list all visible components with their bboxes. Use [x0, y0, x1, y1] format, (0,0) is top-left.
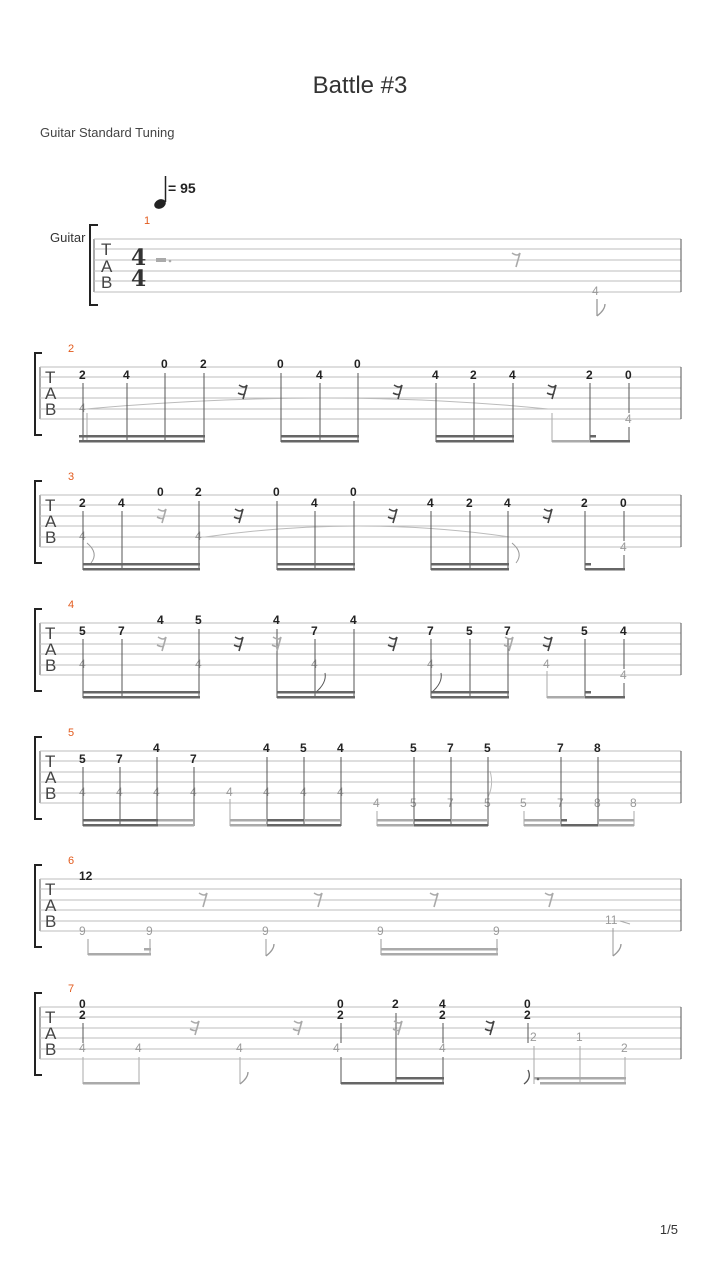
fret-number: 4: [427, 657, 434, 671]
note-flag: [240, 1072, 248, 1084]
fret-number: 9: [493, 924, 500, 938]
fret-number: 4: [333, 1041, 340, 1055]
note-flag: [315, 673, 325, 693]
tab-letter-t: T: [45, 880, 56, 899]
fret-number: 5: [195, 613, 202, 627]
fret-number: 4: [311, 496, 318, 510]
instrument-label: Guitar: [50, 230, 86, 245]
staff: [0, 599, 720, 709]
tab-letter-b: B: [45, 400, 57, 419]
fret-number: 4: [316, 368, 323, 382]
sixteenth-rest-icon: [547, 385, 556, 399]
tab-letter-a: A: [45, 1024, 57, 1043]
fret-number: 12: [79, 869, 93, 883]
fret-number: 5: [410, 741, 417, 755]
fret-number: 7: [116, 752, 123, 766]
fret-number: 0: [273, 485, 280, 499]
fret-number: 5: [79, 624, 86, 638]
fret-number: 4: [373, 796, 380, 810]
fret-number: 4: [153, 785, 160, 799]
tab-system-6: [0, 855, 720, 965]
tab-letter-t: T: [45, 1008, 56, 1027]
time-signature-denominator: 4: [131, 266, 147, 292]
tempo-marking: = 95: [168, 180, 196, 196]
tab-letter-b: B: [45, 1040, 57, 1059]
fret-number: 9: [79, 924, 86, 938]
tab-letter-a: A: [45, 768, 57, 787]
tab-letter-t: T: [45, 752, 56, 771]
measure-number: 5: [68, 727, 75, 739]
fret-number: 5: [520, 796, 527, 810]
fret-number: 2: [392, 997, 399, 1011]
fret-number: 4: [350, 613, 357, 627]
tab-system-5: [0, 727, 720, 837]
fret-number: 5: [79, 752, 86, 766]
fret-number: 2: [470, 368, 477, 382]
fret-number: 4: [263, 785, 270, 799]
beam-group: [79, 435, 630, 443]
fret-number: 2: [586, 368, 593, 382]
fret-number: 4: [311, 657, 318, 671]
tab-letter-b: B: [45, 912, 57, 931]
fret-number: 2: [200, 357, 207, 371]
fret-number: 2: [530, 1030, 537, 1044]
staff: [0, 343, 720, 453]
fret-number: 0: [620, 496, 627, 510]
fret-number: 5: [410, 796, 417, 810]
staff: [0, 471, 720, 581]
system-brace: [35, 353, 42, 435]
fret-number: 4: [427, 496, 434, 510]
staff: [0, 215, 720, 315]
tab-system-2: [0, 343, 720, 453]
fret-number: 5: [484, 741, 491, 755]
tab-letter-a: A: [45, 384, 57, 403]
fret-number: 11: [605, 913, 618, 927]
fret-number: 4: [337, 741, 344, 755]
system-brace: [35, 993, 42, 1075]
fret-number: 8: [594, 741, 601, 755]
fret-number: 5: [466, 624, 473, 638]
fret-number: 0: [79, 997, 86, 1011]
tab-letter-b: B: [45, 528, 57, 547]
fret-number: 4: [625, 412, 632, 426]
staff: [0, 727, 720, 837]
tab-letter-a: A: [101, 257, 113, 276]
fret-number: 4: [79, 401, 86, 415]
half-rest-icon: [156, 258, 166, 262]
fret-number: 5: [300, 741, 307, 755]
tuning-label: Guitar Standard Tuning: [40, 125, 175, 140]
tab-system-1: [0, 215, 720, 315]
tab-system-7: [0, 983, 720, 1093]
tab-system-4: [0, 599, 720, 709]
fret-number: 4: [79, 657, 86, 671]
fret-number: 2: [337, 1008, 344, 1022]
fret-number: 7: [557, 741, 564, 755]
fret-number: 4: [157, 613, 164, 627]
tab-letter-t: T: [45, 368, 56, 387]
fret-number: 4: [263, 741, 270, 755]
fret-number: 4: [236, 1041, 243, 1055]
system-brace: [35, 737, 42, 819]
fret-number: 7: [311, 624, 318, 638]
fret-number: 0: [157, 485, 164, 499]
tab-letter-a: A: [45, 640, 57, 659]
fret-number: 2: [195, 485, 202, 499]
fret-number: 4: [135, 1041, 142, 1055]
note-flag: [613, 944, 621, 956]
note-flag: [266, 944, 274, 956]
fret-number: 8: [630, 796, 637, 810]
fret-number: 4: [123, 368, 130, 382]
fret-number: 7: [118, 624, 125, 638]
fret-number: 2: [79, 368, 86, 382]
score-title: Battle #3: [312, 72, 408, 99]
tab-letter-b: B: [45, 784, 57, 803]
fret-number: 4: [509, 368, 516, 382]
measure-number: 3: [68, 471, 75, 483]
slur: [205, 526, 510, 537]
staff: [0, 855, 720, 965]
fret-number: 7: [504, 624, 511, 638]
measure-number: 4: [68, 599, 75, 611]
fret-number: 9: [262, 924, 269, 938]
fret-number: 7: [557, 796, 564, 810]
fret-number: 2: [439, 1008, 446, 1022]
fret-number: 1: [576, 1030, 583, 1044]
fret-number: 2: [581, 496, 588, 510]
fret-number: 4: [273, 613, 280, 627]
fret-number: 4: [116, 785, 123, 799]
fret-number: 4: [195, 657, 202, 671]
fret-number: 0: [337, 997, 344, 1011]
fret-number: 4: [620, 668, 627, 682]
fret-number: 0: [277, 357, 284, 371]
tab-letter-a: A: [45, 512, 57, 531]
fret-number: 4: [337, 785, 344, 799]
beam-group: [83, 1082, 140, 1085]
fret-number: 2: [79, 1008, 86, 1022]
note-flag: [512, 543, 519, 563]
sixteenth-rest-icon: [238, 385, 247, 399]
fret-number: 4: [592, 284, 599, 298]
fret-number: 2: [466, 496, 473, 510]
fret-number: 0: [354, 357, 361, 371]
fret-number: 4: [226, 785, 233, 799]
measure-number: 2: [68, 343, 75, 355]
fret-number: 4: [620, 624, 627, 638]
staff: [0, 983, 720, 1093]
sixteenth-rest-icon: [393, 385, 402, 399]
tab-system-3: [0, 471, 720, 581]
note-flag: [431, 673, 441, 693]
note-flag: [524, 1070, 529, 1084]
fret-number: 4: [504, 496, 511, 510]
fret-number: 7: [447, 796, 454, 810]
fret-number: 0: [524, 997, 531, 1011]
fret-number: 0: [161, 357, 168, 371]
fret-number: 4: [300, 785, 307, 799]
tab-letter-t: T: [101, 240, 112, 259]
fret-number: 7: [447, 741, 454, 755]
fret-number: 4: [439, 1041, 446, 1055]
tab-letter-b: B: [101, 273, 113, 292]
fret-number: 4: [79, 785, 86, 799]
note-flag: [87, 543, 94, 563]
fret-number: 4: [620, 540, 627, 554]
tab-letter-t: T: [45, 496, 56, 515]
fret-number: 4: [543, 657, 550, 671]
note-flag: [597, 299, 605, 316]
fret-number: 0: [625, 368, 632, 382]
fret-number: 4: [153, 741, 160, 755]
fret-number: 4: [118, 496, 125, 510]
system-brace: [35, 481, 42, 563]
time-signature-numerator: 4: [131, 245, 147, 271]
fret-number: 4: [79, 529, 86, 543]
system-brace: [35, 865, 42, 947]
fret-number: 9: [146, 924, 153, 938]
slur: [86, 398, 548, 409]
fret-number: 0: [350, 485, 357, 499]
fret-number: 4: [79, 1041, 86, 1055]
measure-number: 6: [68, 855, 75, 867]
fret-number: 4: [439, 997, 446, 1011]
fret-number: 5: [484, 796, 491, 810]
tab-letter-t: T: [45, 624, 56, 643]
tab-letter-a: A: [45, 896, 57, 915]
fret-number: 4: [432, 368, 439, 382]
fret-number: 8: [594, 796, 601, 810]
system-brace: [35, 609, 42, 691]
measure-number: 7: [68, 983, 75, 995]
fret-number: 2: [79, 496, 86, 510]
fret-number: 7: [427, 624, 434, 638]
fret-number: 2: [621, 1041, 628, 1055]
measure-number: 1: [144, 215, 151, 227]
fret-number: 5: [581, 624, 588, 638]
fret-number: 4: [190, 785, 197, 799]
fret-number: 7: [190, 752, 197, 766]
page-number: 1/5: [659, 1222, 678, 1237]
fret-number: 9: [377, 924, 384, 938]
tab-letter-b: B: [45, 656, 57, 675]
fret-number: 4: [195, 529, 202, 543]
fret-number: 2: [524, 1008, 531, 1022]
